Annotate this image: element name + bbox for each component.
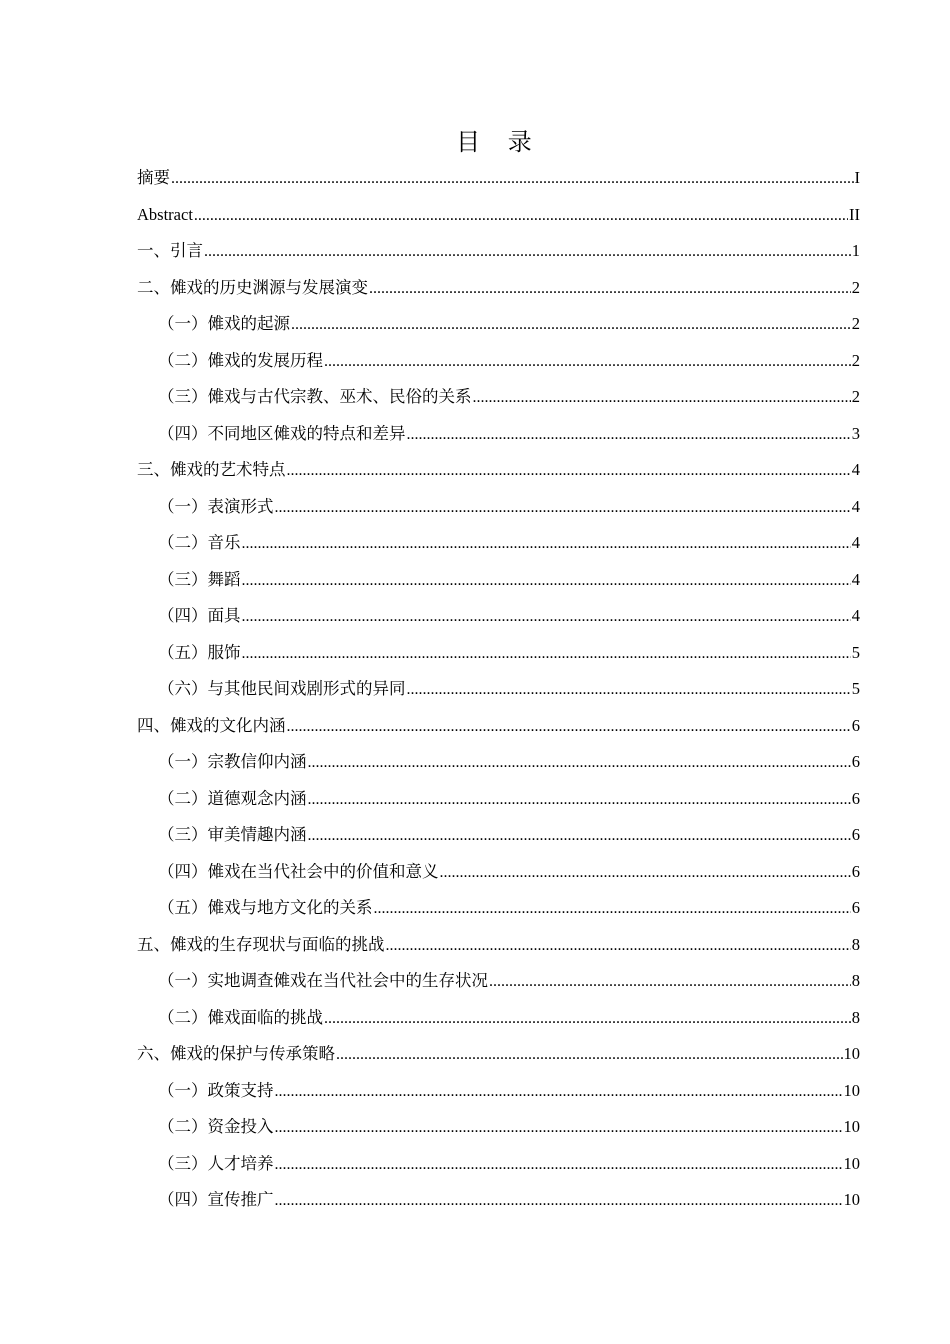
toc-dot-leader	[242, 563, 851, 600]
toc-entry[interactable]	[137, 890, 860, 927]
toc-entry-page-number: 10	[843, 1190, 860, 1209]
toc-entry-page-number: 10	[843, 1044, 860, 1063]
toc-dot-leader	[242, 636, 851, 673]
toc-dot-leader	[369, 271, 851, 308]
toc-entry-label: （一）实地调查傩戏在当代社会中的生存状况	[158, 971, 488, 990]
toc-entry-label: 五、傩戏的生存现状与面临的挑战	[137, 934, 385, 954]
toc-entry-label: （四）面具	[158, 606, 241, 625]
toc-entry-page-number: 2	[851, 387, 860, 406]
toc-entry[interactable]	[137, 416, 860, 453]
toc-entry[interactable]	[137, 1182, 860, 1219]
toc-entry-label: （三）舞蹈	[158, 569, 241, 589]
toc-entry-label: （三）审美情趣内涵	[158, 825, 307, 844]
toc-entry[interactable]	[137, 708, 860, 745]
toc-dot-leader	[440, 855, 851, 892]
toc-dot-leader	[336, 1037, 843, 1074]
toc-entry-label: Abstract	[137, 204, 193, 224]
toc-entry-label: （一）政策支持	[158, 1080, 274, 1100]
toc-entry-page-number: 6	[851, 752, 860, 771]
toc-entry-page-number: 10	[843, 1080, 860, 1100]
toc-entry-page-number: 10	[843, 1117, 860, 1136]
toc-dot-leader	[308, 745, 851, 782]
toc-entry[interactable]	[137, 635, 860, 672]
toc-entry[interactable]	[137, 562, 860, 599]
toc-entry-page-number: 4	[851, 606, 860, 625]
toc-entry-page-number: 2	[851, 277, 860, 297]
toc-dot-leader	[275, 1147, 843, 1184]
toc-entry[interactable]	[137, 343, 860, 380]
toc-dot-leader	[324, 1001, 851, 1038]
toc-entry-label: （二）傩戏面临的挑战	[158, 1007, 323, 1027]
toc-entry-label: （二）道德观念内涵	[158, 788, 307, 808]
toc-title: 目 录	[456, 128, 542, 156]
toc-dot-leader	[308, 782, 851, 819]
toc-entry[interactable]	[137, 452, 860, 489]
toc-dot-leader	[287, 453, 851, 490]
toc-dot-leader	[291, 307, 851, 344]
toc-dot-leader	[489, 964, 851, 1001]
toc-dot-leader	[242, 526, 851, 563]
toc-entry-page-number: 4	[851, 460, 860, 479]
toc-dot-leader	[242, 599, 851, 636]
toc-entry[interactable]	[137, 489, 860, 526]
toc-entry-page-number: 6	[851, 715, 860, 735]
toc-entry-label: 摘要	[137, 168, 170, 187]
toc-entry-page-number: 8	[851, 971, 860, 990]
toc-list	[137, 160, 860, 1219]
toc-entry-label: （六）与其他民间戏剧形式的异同	[158, 679, 406, 698]
toc-entry-label: 三、傩戏的艺术特点	[137, 460, 286, 479]
toc-entry-label: （三）傩戏与古代宗教、巫术、民俗的关系	[158, 387, 472, 406]
toc-entry-page-number: 6	[851, 825, 860, 844]
toc-dot-leader	[386, 928, 851, 965]
toc-entry[interactable]	[137, 854, 860, 891]
toc-entry[interactable]	[137, 160, 860, 197]
toc-entry-label: 一、引言	[137, 241, 203, 260]
toc-dot-leader	[287, 709, 851, 746]
toc-dot-leader	[308, 818, 851, 855]
toc-entry[interactable]	[137, 817, 860, 854]
toc-entry[interactable]	[137, 927, 860, 964]
toc-entry-label: （五）傩戏与地方文化的关系	[158, 898, 373, 917]
toc-entry[interactable]	[137, 598, 860, 635]
toc-dot-leader	[275, 1110, 843, 1147]
toc-entry-label: （一）傩戏的起源	[158, 314, 290, 333]
toc-entry-page-number: 2	[851, 350, 860, 370]
toc-entry-label: （四）不同地区傩戏的特点和差异	[158, 423, 406, 443]
toc-entry[interactable]	[137, 233, 860, 270]
toc-entry-page-number: 6	[851, 861, 860, 881]
toc-entry-label: （四）宣传推广	[158, 1190, 274, 1209]
toc-entry-page-number: 1	[851, 241, 860, 260]
toc-dot-leader	[171, 161, 854, 198]
toc-entry-page-number: 8	[851, 1007, 860, 1027]
toc-entry[interactable]	[137, 963, 860, 1000]
toc-entry-page-number: II	[849, 204, 860, 224]
toc-entry-page-number: 4	[851, 569, 860, 589]
toc-dot-leader	[275, 1183, 843, 1220]
toc-entry[interactable]	[137, 1000, 860, 1037]
toc-entry-label: （五）服饰	[158, 642, 241, 662]
toc-dot-leader	[407, 672, 851, 709]
toc-entry-label: （二）傩戏的发展历程	[158, 350, 323, 370]
toc-entry-page-number: I	[854, 168, 860, 187]
toc-entry-page-number: 4	[851, 533, 860, 552]
toc-entry-label: 四、傩戏的文化内涵	[137, 715, 286, 735]
toc-entry-label: （二）资金投入	[158, 1117, 274, 1136]
toc-dot-leader	[204, 234, 851, 271]
toc-entry[interactable]	[137, 671, 860, 708]
toc-entry-page-number: 4	[851, 496, 860, 516]
toc-entry[interactable]	[137, 525, 860, 562]
toc-entry-page-number: 6	[851, 898, 860, 917]
toc-entry-label: 二、傩戏的历史渊源与发展演变	[137, 277, 368, 297]
toc-dot-leader	[407, 417, 851, 454]
toc-entry-page-number: 5	[851, 679, 860, 698]
toc-entry[interactable]	[137, 197, 860, 234]
toc-dot-leader	[275, 1074, 843, 1111]
toc-entry[interactable]	[137, 1073, 860, 1110]
toc-entry-page-number: 3	[851, 423, 860, 443]
toc-entry[interactable]	[137, 1036, 860, 1073]
toc-entry-label: 六、傩戏的保护与传承策略	[137, 1044, 335, 1063]
toc-entry-label: （二）音乐	[158, 533, 241, 552]
toc-entry[interactable]	[137, 744, 860, 781]
toc-entry[interactable]	[137, 379, 860, 416]
toc-entry-page-number: 5	[851, 642, 860, 662]
toc-entry-label: （一）宗教信仰内涵	[158, 752, 307, 771]
toc-dot-leader	[194, 198, 848, 235]
toc-dot-leader	[324, 344, 851, 381]
toc-entry-page-number: 10	[843, 1153, 860, 1173]
toc-entry[interactable]	[137, 306, 860, 343]
toc-dot-leader	[374, 891, 851, 928]
toc-dot-leader	[473, 380, 851, 417]
toc-entry-label: （一）表演形式	[158, 496, 274, 516]
toc-entry[interactable]	[137, 270, 860, 307]
toc-entry[interactable]	[137, 781, 860, 818]
toc-entry-page-number: 8	[851, 934, 860, 954]
toc-entry[interactable]	[137, 1146, 860, 1183]
toc-entry-label: （三）人才培养	[158, 1153, 274, 1173]
toc-dot-leader	[275, 490, 851, 527]
toc-entry[interactable]	[137, 1109, 860, 1146]
toc-entry-page-number: 2	[851, 314, 860, 333]
toc-entry-label: （四）傩戏在当代社会中的价值和意义	[158, 861, 439, 881]
toc-entry-page-number: 6	[851, 788, 860, 808]
